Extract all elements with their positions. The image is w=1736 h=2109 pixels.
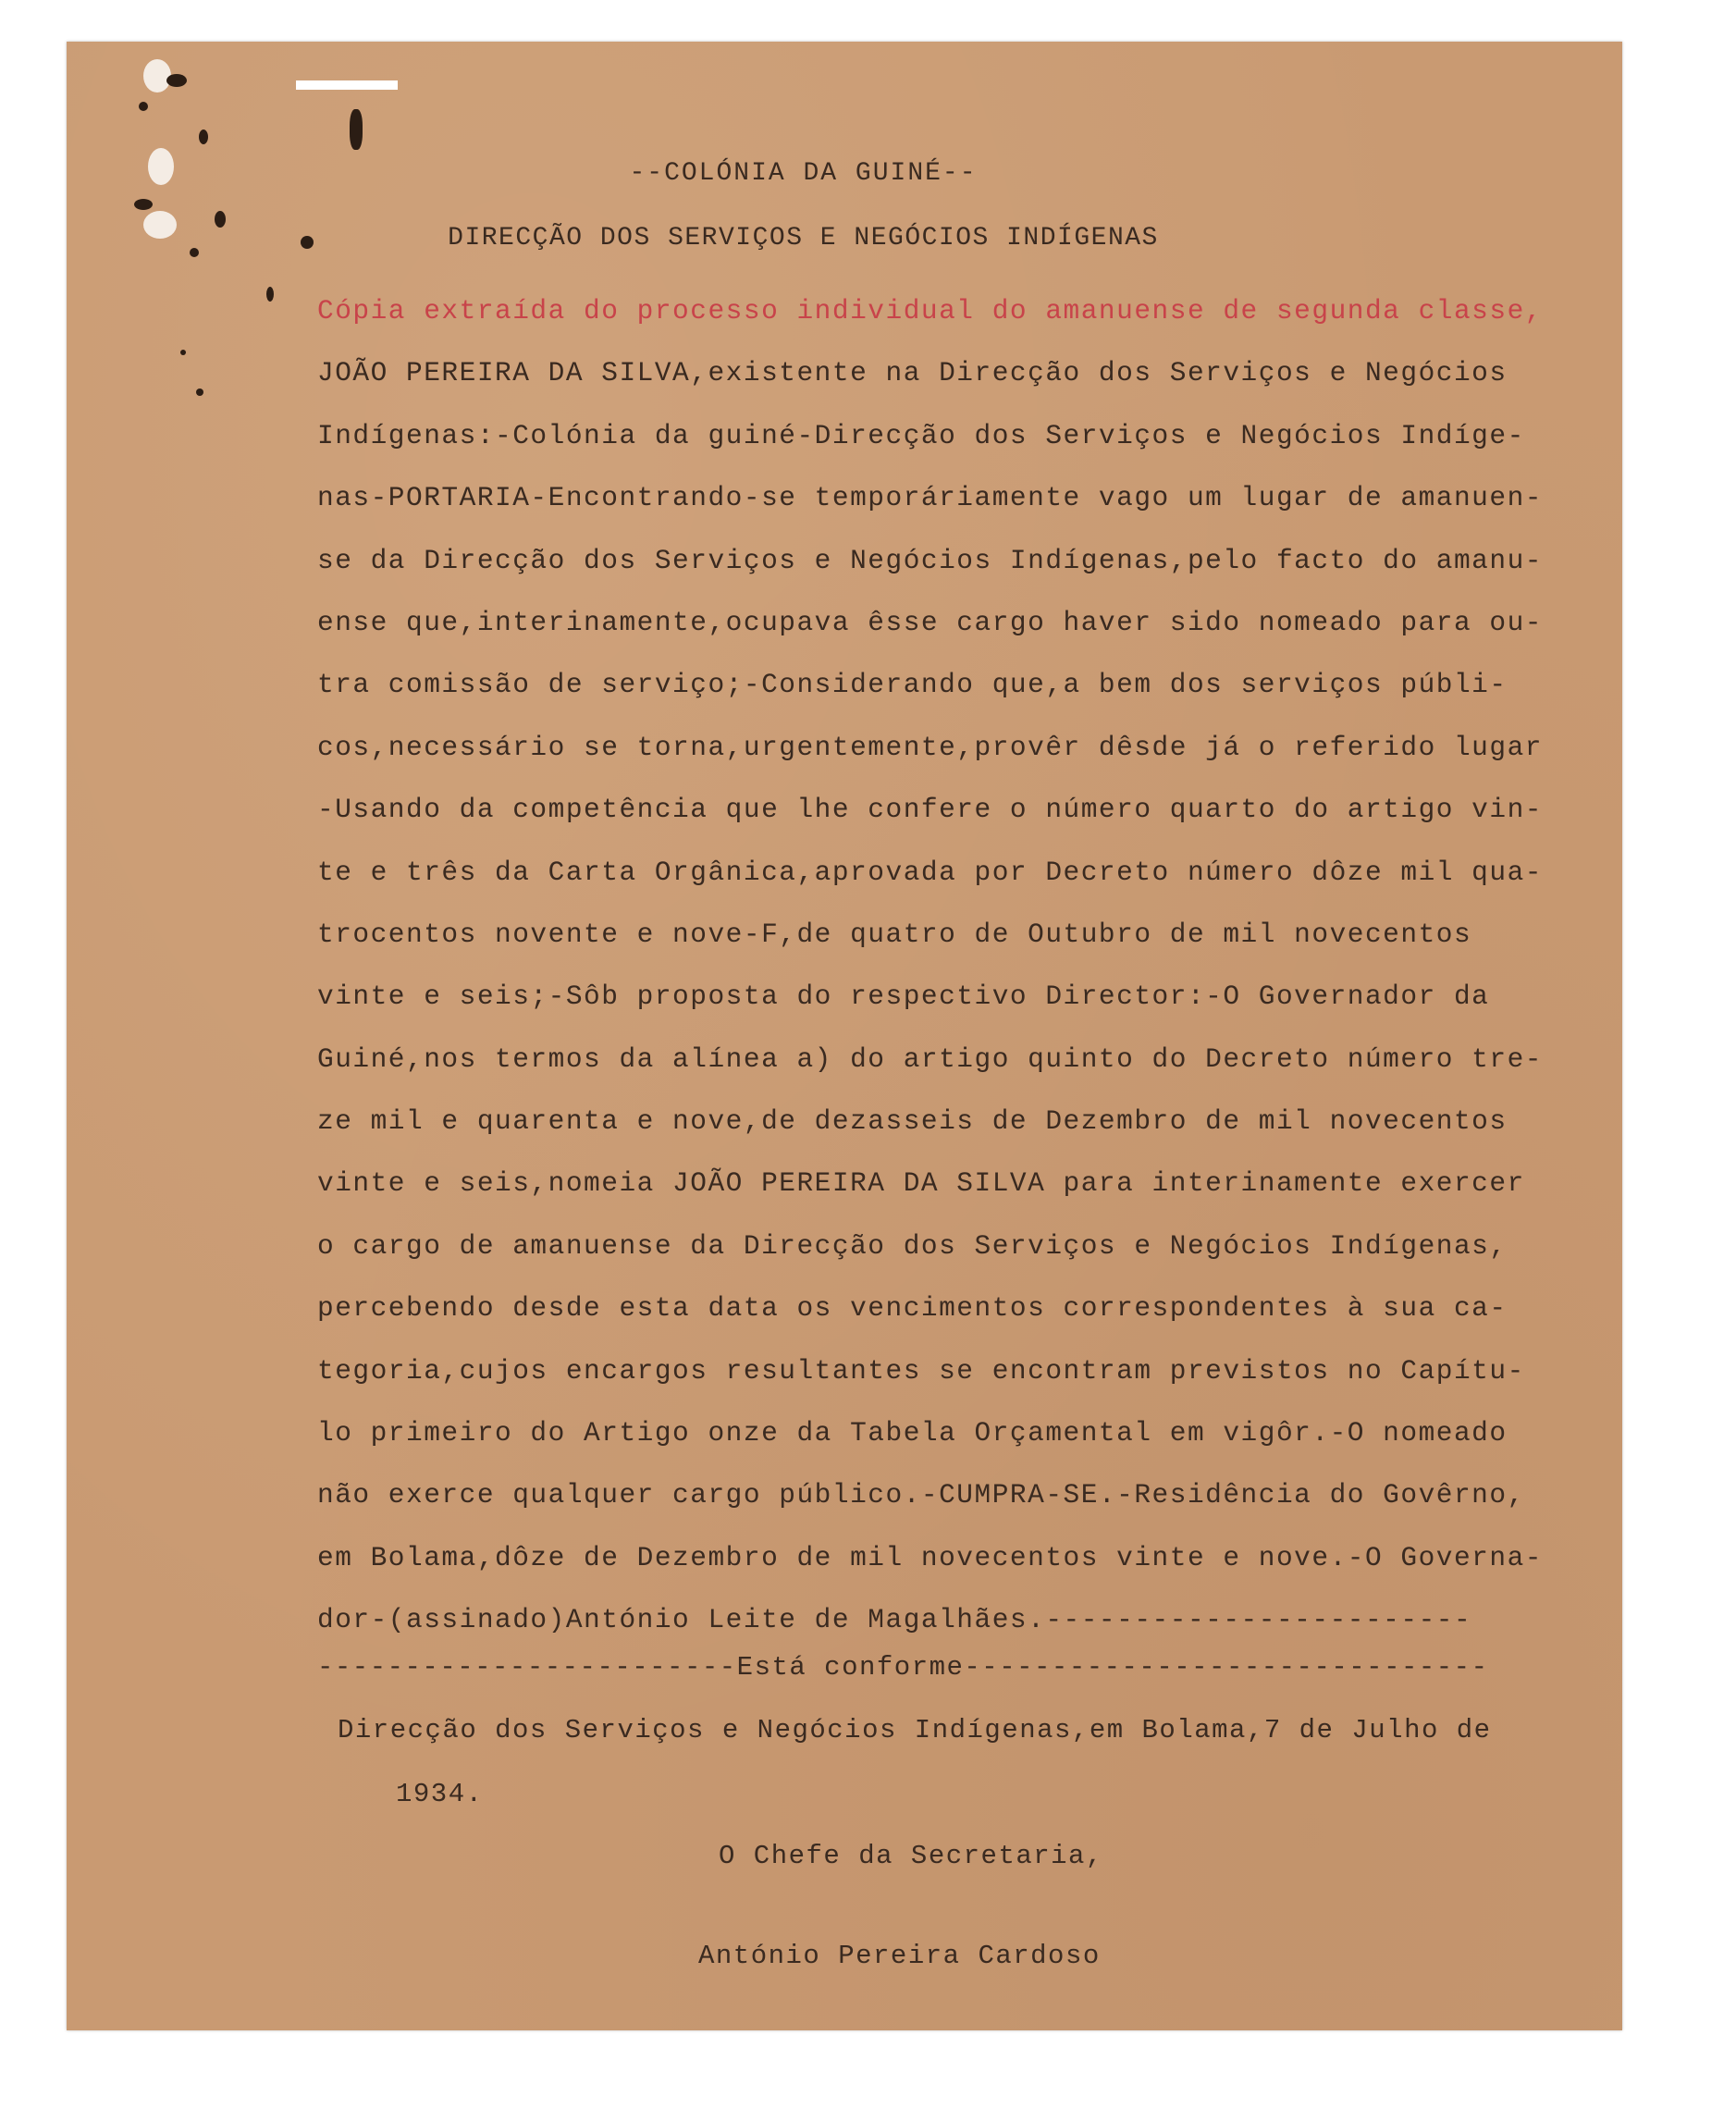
body-line: dor-(assinado)António Leite de Magalhães.------------------------ <box>317 1604 1472 1636</box>
body-line: não exerce qualquer cargo público.-CUMPRA-SE.-Residência do Govêrno, <box>317 1479 1525 1511</box>
body-line: em Bolama,dôze de Dezembro de mil novecentos vinte e nove.-O Governa- <box>317 1541 1543 1573</box>
body-line: lo primeiro do Artigo onze da Tabela Orçamental em vigôr.-O nomeado <box>317 1417 1508 1449</box>
ink-stain <box>199 130 208 144</box>
colony-heading: --COLÓNIA DA GUINÉ-- <box>629 159 978 188</box>
ink-stain <box>196 388 203 396</box>
body-line: vinte e seis,nomeia JOÃO PEREIRA DA SILVA para interinamente exercer <box>317 1167 1525 1200</box>
body-line: cos,necessário se torna,urgentemente,provêr dêsde já o referido lugar <box>317 731 1543 763</box>
body-line: Indígenas:-Colónia da guiné-Direcção dos Serviços e Negócios Indíge- <box>317 419 1525 451</box>
paper-tear <box>296 80 398 90</box>
ink-stain <box>266 287 274 302</box>
closing-place-date: Direcção dos Serviços e Negócios Indígenas,em Bolama,7 de Julho de <box>338 1715 1492 1745</box>
body-line: Cópia extraída do processo individual do amanuense de segunda classe, <box>317 295 1543 327</box>
body-line: tra comissão de serviço;-Considerando que,a bem dos serviços públi- <box>317 669 1508 701</box>
body-line: ze mil e quarenta e nove,de dezasseis de Dezembro de mil novecentos <box>317 1105 1508 1138</box>
body-line: -Usando da competência que lhe confere o número quarto do artigo vin- <box>317 794 1543 826</box>
body-line: JOÃO PEREIRA DA SILVA,existente na Direcção dos Serviços e Negócios <box>317 357 1508 389</box>
ink-stain <box>139 102 148 111</box>
body-line: ense que,interinamente,ocupava êsse cargo haver sido nomeado para ou- <box>317 606 1543 638</box>
paper-hole <box>143 59 171 92</box>
body-line: nas-PORTARIA-Encontrando-se temporáriamente vago um lugar de amanuen- <box>317 482 1543 514</box>
ink-stain <box>134 199 153 210</box>
body-line: vinte e seis;-Sôb proposta do respectivo Director:-O Governador da <box>317 980 1490 1013</box>
document-body <box>317 280 1631 1652</box>
body-line: percebendo desde esta data os vencimentos correspondentes à sua ca- <box>317 1292 1508 1325</box>
ink-stain <box>166 74 187 87</box>
ink-stain <box>180 350 186 355</box>
department-heading: DIRECÇÃO DOS SERVIÇOS E NEGÓCIOS INDÍGENAS <box>448 224 1159 253</box>
body-line: trocentos novente e nove-F,de quatro de Outubro de mil novecentos <box>317 918 1472 950</box>
body-line: tegoria,cujos encargos resultantes se encontram previstos no Capítu- <box>317 1354 1525 1387</box>
certification-line: ------------------------Está conforme------------------------------ <box>317 1652 1489 1683</box>
body-line: te e três da Carta Orgânica,aprovada por Decreto número dôze mil qua- <box>317 856 1543 888</box>
closing-title: O Chefe da Secretaria, <box>719 1841 1103 1871</box>
body-line: Guiné,nos termos da alínea a) do artigo quinto do Decreto número tre- <box>317 1042 1543 1075</box>
body-line: o cargo de amanuense da Direcção dos Serviços e Negócios Indígenas, <box>317 1229 1508 1262</box>
ink-stain <box>350 109 363 150</box>
signatory-name: António Pereira Cardoso <box>698 1941 1101 1971</box>
closing-year: 1934. <box>396 1779 484 1809</box>
body-line: se da Direcção dos Serviços e Negócios Indígenas,pelo facto do amanu- <box>317 544 1543 576</box>
